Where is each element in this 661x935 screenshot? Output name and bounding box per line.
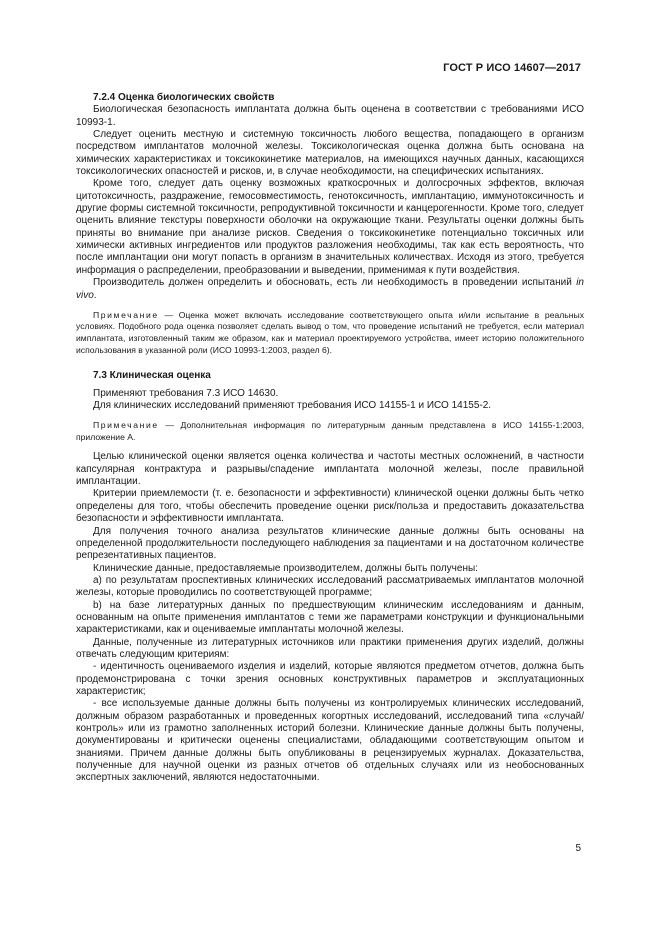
- list-item: - идентичность оцениваемого изделия и изделий, которые являются предметом отчетов, должна быть продемонстрирована с точки зрения основных конструктивных параметров и эксплуатационных характеристик;: [76, 661, 584, 697]
- paragraph: Клинические данные, предоставляемые производителем, должны быть получены:: [93, 562, 478, 574]
- list-item: - все используемые данные должны быть получены из контролируемых клинических исследований, должным образом разработанных и проведенных когортных исследований, исследований типа «случай/контроль» или из грамотно заполненных историй болезни. Клинические данные должны быть получены, документированы и критически оценены специалистами, обладающими соответствующим опытом и знаниями. Причем данные должны быть опубликованы в рецензируемых журналах. Доказательства, полученные для научной оценки из разных отчетов об отдельных случаях или из необоснованных экспертных заключений, являются недостаточными.: [76, 698, 584, 784]
- list-item: a) по результатам проспективных клинических исследований рассматриваемых имплантатов молочной железы, которые проводились по соответствующей программе;: [76, 574, 584, 599]
- note-block: [76, 420, 584, 443]
- paragraph: Для получения точного анализа результатов клинические данные должны быть основаны на определенной продолжительности последующего наблюдения за пациентами и на достаточном количестве репрезентативных пациентов.: [76, 525, 584, 562]
- note-label: Примечание: [93, 309, 159, 320]
- paragraph: Кроме того, следует дать оценку возможных краткосрочных и долгосрочных эффектов, включая цитотоксичность, раздражение, гемосовместимость, генотоксичность, имплантацию, иммунотоксичность и другие формы системной токсичности, репродуктивной токсичности и канцерогенности. Кроме того, следует оценить влияние текстуры поверхности оболочки на окружающие ткани. Результаты оценки должны быть приняты во внимание при анализе рисков. Сведения о токсикокинетике потенциально токсичных или химически активных ингредиентов или продуктов разложения необходимы, так как есть вероятность, что после имплантации они могут попасть в организм в значительных количествах. Исходя из этого, требуется информация о распределении, преобразовании и выведении, применимая к пути воздействия.: [76, 178, 584, 276]
- note-paragraph: [76, 420, 584, 443]
- paragraph: Данные, полученные из литературных источников или практики применения других изделий, должны отвечать следующим критериям:: [76, 636, 584, 660]
- section-heading-7-2-4: 7.2.4 Оценка биологических свойств: [93, 92, 275, 103]
- list-item: b) на базе литературных данных по предшествующим клиническим исследованиям и данным, основанным на опыте применения имплантатов с теми же параметрами конструкции и функциональными характеристиками, как и оцениваемые имплантаты молочной железы.: [76, 599, 584, 636]
- note-paragraph: [76, 310, 584, 356]
- note-text: — Дополнительная информация по литературным данным представлена в ИСО 14155-1:2003, приложение А.: [76, 420, 584, 442]
- document-header: ГОСТ Р ИСО 14607—2017: [443, 62, 581, 74]
- section-heading-7-3: 7.3 Клиническая оценка: [93, 370, 211, 382]
- document-body: [76, 92, 584, 785]
- paragraph: Для клинических исследований применяют требования ИСО 14155-1 и ИСО 14155-2.: [93, 399, 492, 411]
- paragraph-text: .: [93, 289, 97, 301]
- note-block: [76, 310, 584, 356]
- paragraph: Биологическая безопасность имплантата должна быть оценена в соответствии с требованиями ИСО 10993-1.: [76, 104, 584, 128]
- italic-term: in vivo: [76, 277, 584, 301]
- paragraph: Применяют требования 7.3 ИСО 14630.: [93, 387, 279, 399]
- note-label: Примечание: [93, 420, 159, 431]
- paragraph: Следует оценить местную и системную токсичность любого вещества, попадающего в организм посредством имплантатов молочной железы. Токсикологическая оценка должна быть основана на химических характеристиках и токсикокинетике материалов, на имеющихся научных данных, касающихся токсикологических опасностей и рисков, и, в случае необходимости, на специфических испытаниях.: [76, 129, 584, 178]
- paragraph: [76, 277, 584, 302]
- paragraph-text: Производитель должен определить и обосновать, есть ли необходимость в проведении испытаний: [93, 277, 577, 289]
- note-text: — Оценка может включать исследование соответствующего опыта и/или испытание в реальных условиях. Подобного рода оценка позволяет сделать вывод о том, что проведение испытаний не требуется, если материал имплантата, изготовленный таким же образом, как и материал проектируемого устройства, имеет историю положительного использования в указанной роли (ИСО 10993-1:2003, раздел 6).: [76, 309, 584, 355]
- page-number: 5: [575, 843, 581, 854]
- paragraph: Целью клинической оценки является оценка количества и частоты местных осложнений, в частности капсулярная контрактура и разрывы/спадение имплантата молочной железы, после правильной имплантации.: [76, 451, 584, 488]
- paragraph: Критерии приемлемости (т. е. безопасности и эффективности) клинической оценки должны быть четко определены для того, чтобы обеспечить проведение оценки риск/польза и предоставить доказательства безопасности и эффективности имплантата.: [76, 488, 584, 525]
